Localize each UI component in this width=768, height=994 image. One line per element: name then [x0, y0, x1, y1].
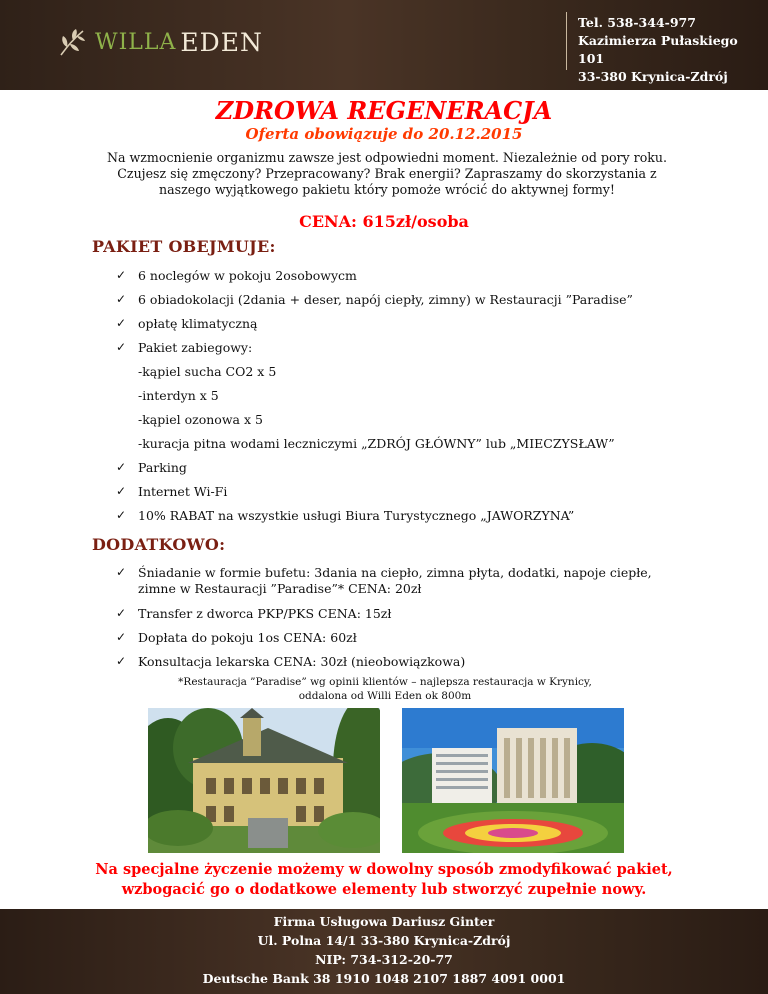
logo[interactable]	[55, 22, 263, 62]
price-line: CENA: 615zł/osoba	[299, 212, 469, 231]
restaurant-note: *Restauracja ”Paradise” wg opinii klientów – najlepsza restauracja w Krynicy, oddalona od Willi Eden ok 800m	[178, 676, 592, 702]
contact-city: 33-380 Krynica-Zdrój	[578, 69, 728, 84]
villa-photo	[148, 708, 380, 853]
checkmark-icon: ✓	[116, 484, 127, 498]
extras-heading: DODATKOWO:	[92, 535, 226, 554]
checkmark-icon: ✓	[116, 654, 127, 668]
leaf-branch-icon	[55, 25, 89, 59]
footer-company: Firma Usługowa Dariusz Ginter	[273, 914, 495, 929]
spa-building-photo	[402, 708, 624, 853]
checkmark-icon: ✓	[116, 340, 127, 354]
intro-paragraph: Na wzmocnienie organizmu zawsze jest odpowiedni moment. Niezależnie od pory roku. Czujesz się zmęczony? Przepracowany? Brak energii? Zapraszamy do skorzystania z naszego wyjątkowego pakietu który pomoże wrócić do aktywnej formy!	[106, 150, 668, 197]
package-heading: PAKIET OBEJMUJE:	[92, 237, 276, 256]
logo-willa-text: WILLA	[95, 29, 177, 55]
checkmark-icon: ✓	[116, 316, 127, 330]
checkmark-icon: ✓	[116, 606, 127, 620]
offer-validity: Oferta obowiązuje do 20.12.2015	[245, 125, 523, 143]
contact-phone: Tel. 538-344-977	[578, 15, 696, 30]
checkmark-icon: ✓	[116, 292, 127, 306]
footer-nip: NIP: 734-312-20-77	[315, 952, 453, 967]
logo-eden-text: EDEN	[180, 27, 263, 57]
header-band	[0, 0, 768, 90]
checkmark-icon: ✓	[116, 508, 127, 522]
checkmark-icon: ✓	[116, 565, 127, 579]
checkmark-icon: ✓	[116, 460, 127, 474]
checkmark-icon: ✓	[116, 630, 127, 644]
contact-street: Kazimierza Pułaskiego 101	[578, 33, 738, 66]
header-divider	[566, 12, 567, 70]
footer-address: Ul. Polna 14/1 33-380 Krynica-Zdrój	[257, 933, 511, 948]
closing-message: Na specjalne życzenie możemy w dowolny sposób zmodyfikować pakiet, wzbogacić go o dodatkowe elementy lub stworzyć zupełnie nowy.	[95, 861, 673, 898]
checkmark-icon: ✓	[116, 268, 127, 282]
contact-block	[578, 14, 768, 86]
offer-title: ZDROWA REGENERACJA	[215, 96, 553, 125]
footer-band	[0, 909, 768, 994]
footer-bank: Deutsche Bank 38 1910 1048 2107 1887 4091 0001	[202, 971, 566, 986]
